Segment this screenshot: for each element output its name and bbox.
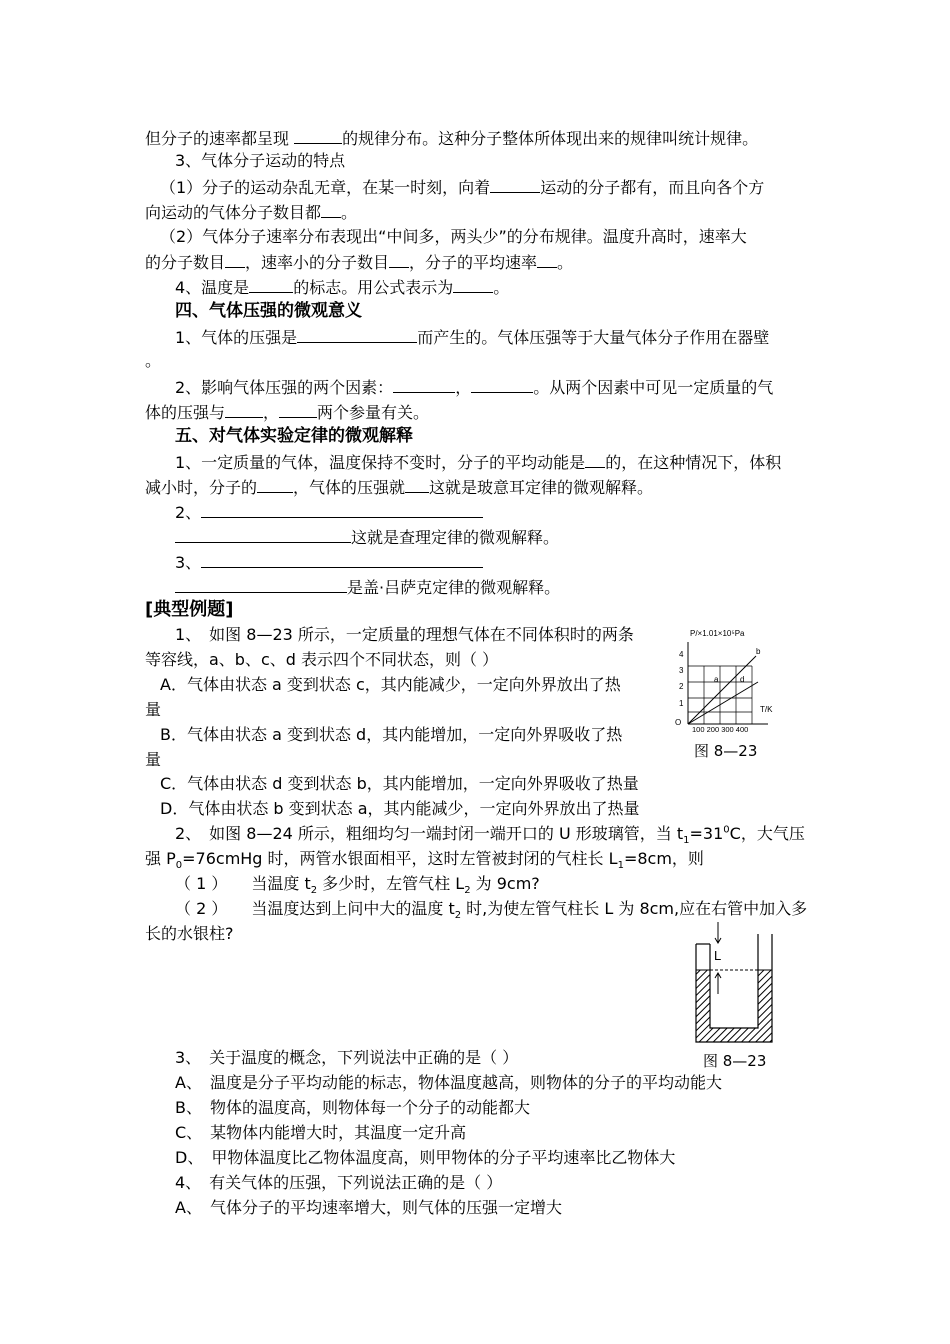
- line-motion-1b: 向运动的气体分子数目都 。: [145, 200, 357, 224]
- q2-subquestion-1: （ 1 ） 当温度 $t_2$ 多少时，左管气柱 $L_2$ 为 9cm?: [175, 874, 540, 897]
- q1-option-a-1: A．气体由状态 a 变到状态 c，其内能减少，一定向外界放出了热: [160, 675, 621, 694]
- q1-stem-b: 等容线，a、b、c、d 表示四个不同状态，则（ ）: [145, 650, 499, 669]
- line-explain-2a: 2、: [175, 500, 483, 524]
- u-tube-diagram: [688, 918, 778, 1048]
- figure-caption-1: 图 8—23: [694, 742, 758, 760]
- q1-option-d: D．气体由状态 b 变到状态 a，其内能减少，一定向外界放出了热量: [160, 799, 640, 818]
- q1-option-b-1: B．气体由状态 a 变到状态 d，其内能增加，一定向外界吸收了热: [160, 725, 623, 744]
- line-motion-2a: （2）气体分子速率分布表现出“中间多，两头少”的分布规律。温度升高时，速率大: [160, 227, 747, 246]
- line-statistical-law: 但分子的速率都呈现 的规律分布。这种分子整体所体现出来的规律叫统计规律。: [145, 126, 758, 150]
- line-explain-3b: 是盖·吕萨克定律的微观解释。: [175, 575, 560, 599]
- y-tick-1: 1: [679, 699, 684, 708]
- q2-subquestion-2b: 长的水银柱?: [145, 924, 234, 943]
- line-pressure-2b: 体的压强与 ， 两个参量有关。: [145, 400, 429, 424]
- q3-stem: 3、 关于温度的概念，下列说法中正确的是（ ）: [175, 1048, 519, 1067]
- y-tick-2: 2: [679, 682, 684, 691]
- examples-heading: [典型例题]: [145, 599, 234, 620]
- q1-option-a-2: 量: [145, 700, 162, 719]
- section-heading-pressure: 四、气体压强的微观意义: [175, 301, 362, 321]
- x-tick-labels: 100 200 300 400: [692, 725, 749, 734]
- subsection-title-motion: 3、气体分子运动的特点: [175, 151, 346, 170]
- line-motion-1a: （1）分子的运动杂乱无章，在某一时刻，向着 运动的分子都有，而且向各个方: [160, 175, 764, 199]
- q3-option-c: C、 某物体内能增大时，其温度一定升高: [175, 1123, 467, 1142]
- graph-y-axis-label: P/×1.01×10⁵Pa: [690, 629, 745, 638]
- line-explain-1b: 减小时，分子的 ，气体的压强就 这就是玻意耳定律的微观解释。: [145, 475, 653, 499]
- graph-x-axis-label: T/K: [760, 705, 773, 714]
- line-explain-1a: 1、一定质量的气体，温度保持不变时，分子的平均动能是 的，在这种情况下，体积: [175, 450, 781, 474]
- state-label-a: a: [714, 675, 719, 684]
- line-pressure-1b: 。: [145, 351, 162, 370]
- line-pressure-2a: 2、影响气体压强的两个因素： ， 。从两个因素中可见一定质量的气: [175, 375, 773, 399]
- line-motion-2b: 的分子数目 ，速率小的分子数目 ，分子的平均速率 。: [145, 250, 573, 274]
- section-heading-explanation: 五、对气体实验定律的微观解释: [175, 426, 413, 446]
- line-pressure-1a: 1、气体的压强是 而产生的。气体压强等于大量气体分子作用在器壁: [175, 325, 769, 349]
- q3-option-b: B、 物体的温度高，则物体每一个分子的动能都大: [175, 1098, 530, 1117]
- q3-option-a: A、 温度是分子平均动能的标志，物体温度越高，则物体的分子的平均动能大: [175, 1073, 722, 1092]
- y-tick-4: 4: [679, 650, 684, 659]
- gas-column-label: L: [714, 948, 722, 963]
- q2-stem-a: 2、 如图 8—24 所示，粗细均匀一端封闭一端开口的 U 形玻璃管，当 $t_1=31^0C$，大气压: [175, 824, 805, 847]
- state-label-d: d: [740, 675, 745, 684]
- pressure-temperature-graph: [668, 620, 778, 760]
- q1-option-c: C．气体由状态 d 变到状态 b，其内能增加，一定向外界吸收了热量: [160, 774, 639, 793]
- q1-stem-a: 1、 如图 8—23 所示，一定质量的理想气体在不同体积时的两条: [175, 625, 634, 644]
- figure-caption-2: 图 8—23: [703, 1052, 767, 1070]
- q3-option-d: D、 甲物体温度比乙物体温度高，则甲物体的分子平均速率比乙物体大: [175, 1148, 676, 1167]
- graph-origin: O: [675, 718, 682, 727]
- q2-stem-b: 强 $P_0=76cmHg$ 时，两管水银面相平，这时左管被封闭的气柱长 $L_1=8cm$，则: [145, 849, 704, 872]
- state-label-b: b: [756, 647, 761, 656]
- q4-stem: 4、 有关气体的压强，下列说法正确的是（ ）: [175, 1173, 503, 1192]
- q1-option-b-2: 量: [145, 750, 162, 769]
- q4-option-a: A、 气体分子的平均速率增大，则气体的压强一定增大: [175, 1198, 562, 1217]
- line-explain-3a: 3、: [175, 550, 483, 574]
- y-tick-3: 3: [679, 666, 684, 675]
- q2-subquestion-2a: （ 2 ） 当温度达到上问中大的温度 $t_2$ 时,为使左管气柱长 L 为 8cm,应在右管中加入多: [175, 899, 808, 922]
- line-explain-2b: 这就是查理定律的微观解释。: [175, 525, 559, 549]
- line-temperature: 4、温度是 的标志。用公式表示为 。: [175, 275, 509, 299]
- mercury-column: [696, 970, 772, 1042]
